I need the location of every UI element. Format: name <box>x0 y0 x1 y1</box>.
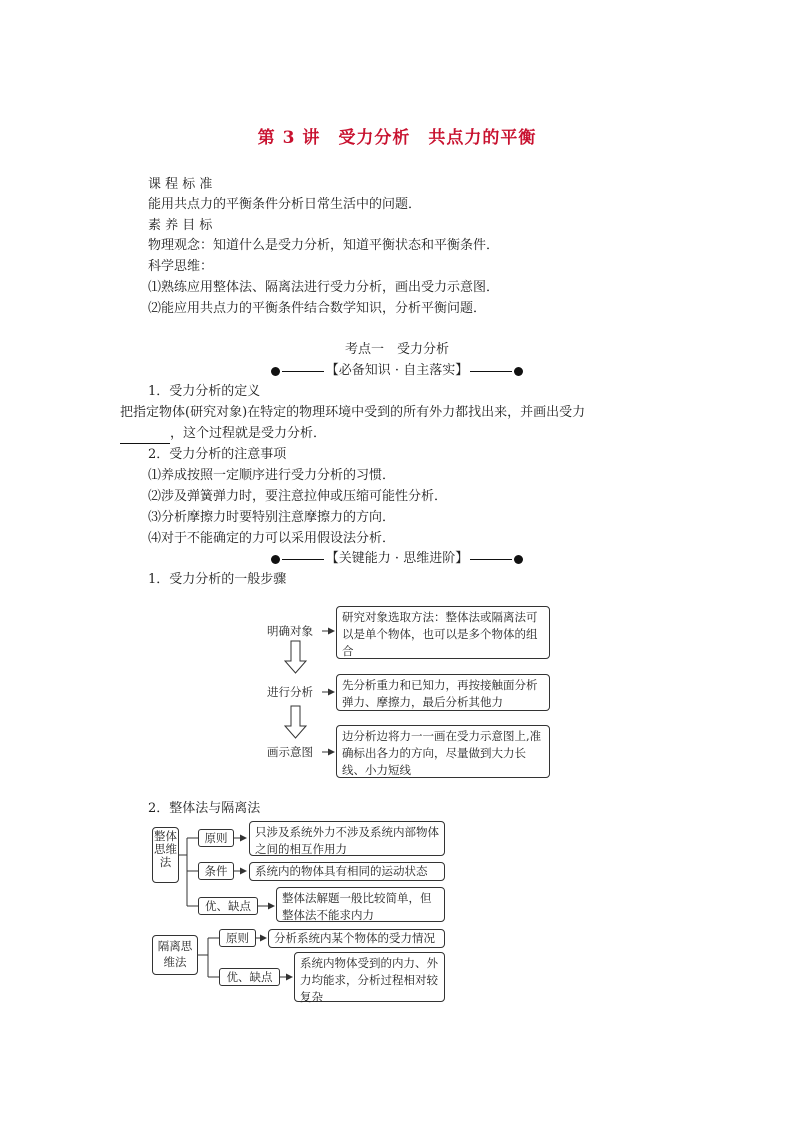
definition-line-1: 把指定物体(研究对象)在特定的物理环境中受到的所有外力都找出来，并画出受力 <box>120 405 586 420</box>
band-label: 【必备知识 · 自主落实】 <box>325 363 469 378</box>
science-thinking: 科学思维： <box>148 259 214 274</box>
definition-line-2-text: ，这个过程就是受力分析． <box>170 426 327 441</box>
flow-step-3-label: 画示意图 <box>267 745 313 759</box>
thinking-item-2: ⑵能应用共点力的平衡条件结合数学知识，分析平衡问题． <box>148 301 487 316</box>
whole-principle-label: 原则 <box>198 829 234 847</box>
isolate-principle-label: 原则 <box>219 929 256 947</box>
flow-step-2-box: 先分析重力和已知力，再按接触面分析弹力、摩擦力，最后分析其他力 <box>336 674 550 711</box>
flow-step-1-label: 明确对象 <box>267 624 313 638</box>
curriculum-heading: 课 程 标 准 <box>148 177 213 192</box>
curriculum-text: 能用共点力的平衡条件分析日常生活中的问题． <box>148 197 422 212</box>
page-title: 第 3 讲 受力分析 共点力的平衡 <box>257 128 537 148</box>
flow-step-1-box: 研究对象选取方法：整体法或隔离法可以是单个物体，也可以是多个物体的组合 <box>336 606 550 659</box>
note-4: ⑷对于不能确定的力可以采用假设法分析． <box>148 531 396 546</box>
notes-title: 2．受力分析的注意事项 <box>148 447 287 462</box>
steps-title: 1．受力分析的一般步骤 <box>148 572 287 587</box>
whole-condition-box: 系统内的物体具有相同的运动状态 <box>249 862 445 881</box>
whole-condition-label: 条件 <box>198 862 234 880</box>
flow-step-3-box: 边分析边将力一一画在受力示意图上,准确标出各力的方向，尽量做到大力长线、小力短线 <box>336 725 550 778</box>
methods-title: 2．整体法与隔离法 <box>148 801 261 816</box>
whole-principle-box: 只涉及系统外力不涉及系统内部物体之间的相互作用力 <box>249 821 445 856</box>
isolate-principle-box: 分析系统内某个物体的受力情况 <box>268 929 445 948</box>
note-2: ⑵涉及弹簧弹力时，要注意拉伸或压缩可能性分析． <box>148 489 448 504</box>
thinking-item-1: ⑴熟练应用整体法、隔离法进行受力分析，画出受力示意图． <box>148 280 500 295</box>
literacy-heading: 素 养 目 标 <box>148 218 213 233</box>
definition-title: 1．受力分析的定义 <box>148 384 261 399</box>
whole-proscons-label: 优、缺点 <box>198 897 258 915</box>
whole-proscons-box: 整体法解题一般比较简单，但整体法不能求内力 <box>276 887 445 922</box>
isolate-method-label: 隔离思维法 <box>152 935 198 975</box>
note-1: ⑴养成按照一定顺序进行受力分析的习惯． <box>148 468 396 483</box>
isolate-proscons-box: 系统内物体受到的内力、外力均能求，分析过程相对较复杂 <box>294 952 445 1002</box>
physics-concept: 物理观念：知道什么是受力分析，知道平衡状态和平衡条件． <box>148 238 500 253</box>
note-3: ⑶分析摩擦力时要特别注意摩擦力的方向． <box>148 510 396 525</box>
flow-step-2-label: 进行分析 <box>267 685 313 699</box>
section-heading: 考点一 受力分析 <box>344 342 449 357</box>
isolate-proscons-label: 优、缺点 <box>219 968 280 986</box>
whole-method-label: 整体思维法 <box>152 827 179 883</box>
band-label: 【关键能力 · 思维进阶】 <box>325 551 469 566</box>
